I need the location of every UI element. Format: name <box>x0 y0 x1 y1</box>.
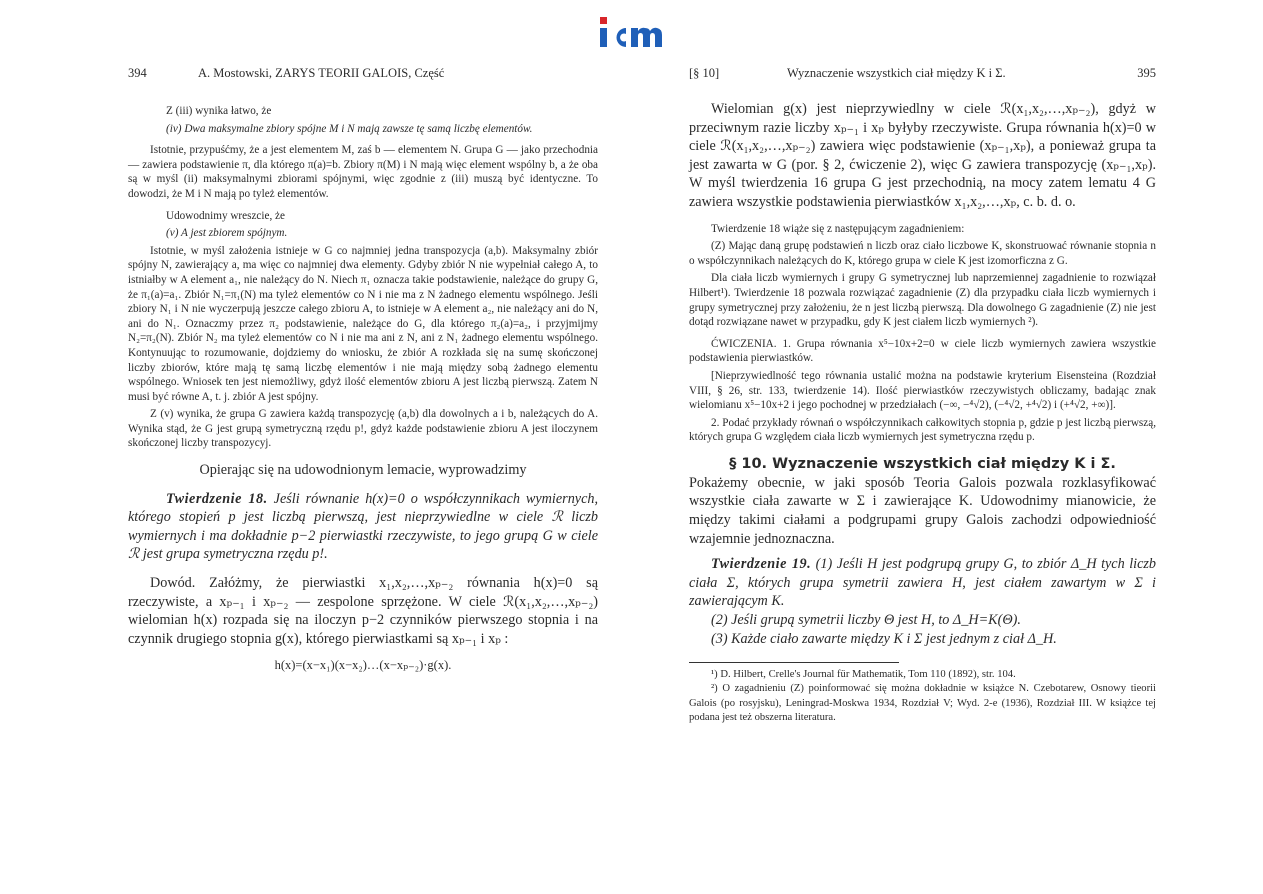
paragraph: Istotnie, w myśl założenia istnieje w G co najmniej jedna transpozycja (a,b). Maksymalny zbiór spójny N, zawierający a, ma więc co najmniej dwa elementy. Gdyby zbiór N nie wypełniał całego A, to istniałby w A element a₁, nie należący do N. Niech π₁ oznacza takie podstawienie, należące do grupy G, że π₁(a)=a₁. Zbiór N₁=π₁(N) ma tyleż elementów co N i nie ma z N żadnego elementu wspólnego. Jeśli zbiory N₁ i N nie wyczerpują jeszcze całego zbioru A, to istnieje w A element a₂, nie należący ani do N, ani do N₁. Oznaczmy przez π₂ podstawienie, należące do G, dla którego π₂(a)=a₂, i przyjmijmy N₂=π₂(N). Zbiór N₂ ma tyleż elementów co N i nie ma ani z N, ani z N₁ żadnego elementu wspólnego. Kontynuując to rozumowanie, dojdziemy do wniosku, że zbiór A rozkłada się na sumę skończonej liczby zbiorów, które mają tę samą liczbę elementów i nie mają między sobą żadnego elementu wspólnego. Wniosek ten jest niemożliwy, gdyż ilość elementów zbioru A jest liczbą pierwszą. Zatem N musi być równe A, t. j. zbiór A jest spójny. <box>128 244 598 403</box>
lemma-statement-v: (v) A jest zbiorem spójnym. <box>166 227 288 240</box>
paragraph: Dla ciała liczb wymiernych i grupy G symetrycznej lub naprzemiennej zagadnienie to rozwiązał Hilbert¹). Twierdzenie 18 pozwala rozwiązać zagadnienie (Z) dla przypadku ciała liczb wymiernych i grupy symetrycznej przy założeniu, że n jest liczbą pierwszą. Dla dowolnego G zagadnienie (Z) nie jest dotąd rozwiązane nawet w przypadku, gdy K jest ciałem liczb wymiernych ²). <box>689 272 1156 329</box>
theorem-18 <box>128 490 598 564</box>
footnote-1: ¹) D. Hilbert, Crelle's Journal für Mathematik, Tom 110 (1892), str. 104. <box>711 669 1016 681</box>
formula: h(x)=(x−x₁)(x−x₂)…(x−xₚ₋₂)·g(x). <box>274 658 452 673</box>
icm-logo-icon <box>598 14 664 50</box>
paragraph: Z (iii) wynika łatwo, że <box>166 105 272 117</box>
section-heading: § 10. Wyznaczenie wszystkich ciał między K i Σ. <box>729 455 1116 472</box>
theorem-body: Jeśli równanie h(x)=0 o współczynnikach wymiernych, którego stopień p jest liczbą pierwszą, jest nieprzywiedlne w ciele ℛ liczb wymiernych i ma dokładnie p−2 pierwiastki rzeczywiste, to jego grupą G w ciele ℛ jest grupa symetryczna rzędu p!. <box>128 490 599 563</box>
theorem-label: Twierdzenie 18. <box>166 490 268 507</box>
exercise-2: 2. Podać przykłady równań o współczynnikach całkowitych stopnia p, gdzie p jest liczbą pierwszą, których grupa G względem ciała liczb wymiernych jest symetryczna rzędu p. <box>689 416 1156 444</box>
theorem-label: Twierdzenie 19. <box>711 556 812 573</box>
left-page-number: 394 <box>128 66 147 80</box>
section-reference: [§ 10] <box>689 66 720 80</box>
exercises: ĆWICZENIA. 1. Grupa równania x⁵−10x+2=0 w ciele liczb wymiernych zawiera wszystkie podstawienia pierwiastków. <box>689 337 1156 365</box>
theorem-part-3: (3) Każde ciało zawarte między K i Σ jest jednym z ciał Δ_H. <box>711 630 1057 647</box>
left-page <box>128 66 599 673</box>
right-page-body <box>689 100 1156 725</box>
right-running-title: Wyznaczenie wszystkich ciał między K i Σ. <box>787 66 1006 80</box>
theorem-part-2: (2) Jeśli grupą symetrii liczby Θ jest H, to Δ_H=K(Θ). <box>711 612 1021 629</box>
paragraph: Udowodnimy wreszcie, że <box>166 209 285 222</box>
right-page <box>689 66 1156 723</box>
paragraph: Pokażemy obecnie, w jaki sposób Teoria Galois pozwala rozklasyfikować wszystkie ciała zawarte w Σ i zawierające K. Udowodnimy mianowicie, że między takimi ciałami a podgrupami grupy Galois zachodzi odpowiedniość wzajemnie jednoznaczna. <box>689 474 1156 547</box>
proof-paragraph: Dowód. Załóżmy, że pierwiastki x₁,x₂,…,xₚ₋₂ równania h(x)=0 są rzeczywiste, a xₚ₋₁ i xₚ₋₂ — zespolone sprzężone. W ciele ℛ(x₁,x₂,…,xₚ₋₂) wielomian h(x) rozpada się na iloczyn p−2 czynników pierwszego stopnia i na czynnik drugiego stopnia g(x), którego pierwiastkami są xₚ₋₁ i xₚ : <box>128 575 598 647</box>
left-running-head <box>128 66 598 84</box>
exercise-hint: [Nieprzywiedlność tego równania ustalić można na podstawie kryterium Eisensteina (Rozdział VIII, § 26, str. 133, twierdzenie 14). Ilość pierwiastków rzeczywistych obliczamy, badając znak wielomianu x⁵−10x+2 i jego pochodnej w przedziałach (−∞, −⁴√2), (−⁴√2, +⁴√2) i (+⁴√2, +∞)]. <box>689 369 1156 412</box>
right-page-number: 395 <box>1137 66 1156 80</box>
right-running-head <box>689 66 1156 84</box>
footnote-2: ²) O zagadnieniu (Z) poinformować się można dokładnie w książce N. Czebotarew, Osnowy tieorii Galois (po rosyjsku), Leningrad-Moskwa 1934, Rozdział V; Wyd. 2-e (1936), Rozdział III. W książce tej podana jest też obszerna literatura. <box>689 683 1156 723</box>
paragraph: Z (v) wynika, że grupa G zawiera każdą transpozycję (a,b) dla dowolnych a i b, należących do A. Wynika stąd, że G jest grupą symetryczną rzędu p!, gdyż każde podstawienie zbioru A jest iloczynem skończonej liczby transpozycyj. <box>128 408 598 450</box>
theorem-part-1: (1) Jeśli H jest podgrupą grupy G, to zbiór Δ_H tych liczb ciała Σ, których grupa symetrii zawiera H, jest ciałem zawartym w Σ i zawierającym K. <box>689 556 1156 610</box>
paragraph: Twierdzenie 18 wiąże się z następującym zagadnieniem: <box>711 222 965 235</box>
left-running-title: A. Mostowski, ZARYS TEORII GALOIS, Część <box>198 66 445 80</box>
left-page-body <box>128 104 598 673</box>
paragraph: Opierając się na udowodnionym lemacie, wyprowadzimy <box>199 462 527 479</box>
theorem-19 <box>689 555 1156 611</box>
problem-z: (Z) Mając daną grupę podstawień n liczb oraz ciało liczbowe K, skonstruować równanie stopnia n o współczynnikach należących do K, którego grupa w ciele K jest izomorficzna z G. <box>689 240 1156 267</box>
paragraph: Istotnie, przypuśćmy, że a jest elementem M, zaś b — elementem N. Grupa G — jako przechodnia — zawiera podstawienie π, dla którego π(a)=b. Zbiory π(M) i N mają więc element wspólny b, a że oba są w myśl (ii) maksymalnymi zbiorami spójnymi, więc zgodnie z (iii) muszą być identyczne. To dowodzi, że M i N mają po tyleż elementów. <box>128 144 598 200</box>
paragraph: Wielomian g(x) jest nieprzywiedlny w ciele ℛ(x₁,x₂,…,xₚ₋₂), gdyż w przeciwnym razie liczby xₚ₋₁ i xₚ byłyby rzeczywiste. Grupa równania h(x)=0 w ciele ℛ(x₁,x₂,…,xₚ₋₂) zawiera więc podstawienie (xₚ₋₁,xₚ), a ponieważ grupa ta jest zawarta w G (por. § 2, ćwiczenie 2), więc G zawiera transpozycję (xₚ₋₁,xₚ). W myśl twierdzenia 16 grupa G jest przechodnią, na mocy zatem lematu 4 G zawiera wszystkie podstawienia pierwiastków x₁,x₂,…,xₚ, c. b. d. o. <box>689 101 1156 210</box>
lemma-statement-iv: (iv) Dwa maksymalne zbiory spójne M i N mają zawsze tę samą liczbę elementów. <box>166 122 533 135</box>
footnote-divider <box>689 662 899 663</box>
